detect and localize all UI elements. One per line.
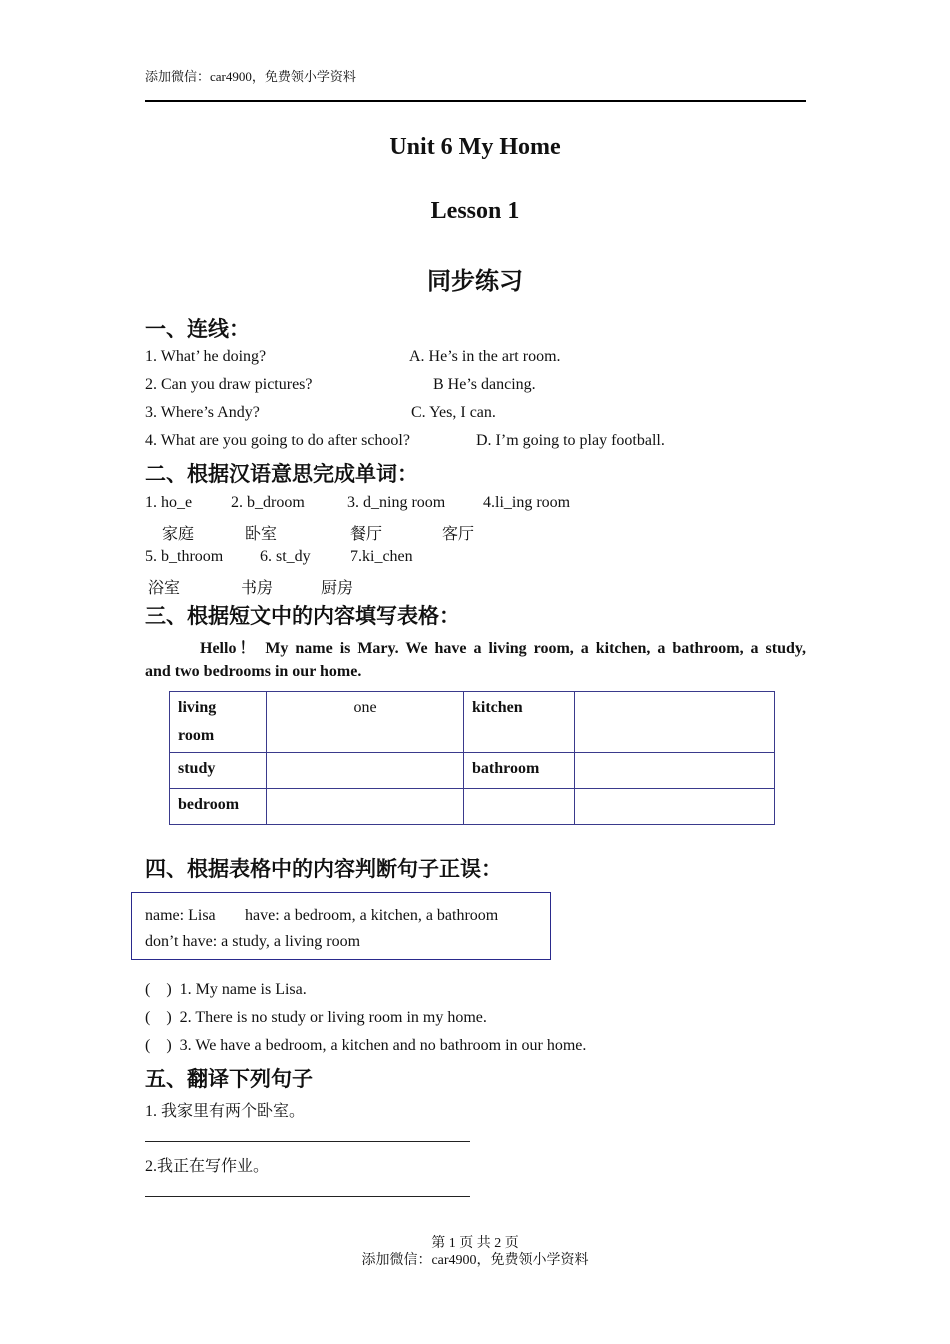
judge-item[interactable]: ( ) 3. We have a bedroom, a kitchen and no bathroom in our home. xyxy=(145,1037,587,1054)
table-cell[interactable] xyxy=(575,692,775,753)
word-meaning: 书房 xyxy=(241,580,274,597)
word-item: 7.ki_chen xyxy=(350,548,413,565)
fill-table xyxy=(169,691,775,825)
lesson-title: Lesson 1 xyxy=(430,198,520,224)
word-meaning: 客厅 xyxy=(442,526,475,543)
match-answer: A. He’s in the art room. xyxy=(409,348,561,365)
table-cell: bathroom xyxy=(464,753,575,789)
table-cell[interactable] xyxy=(464,789,575,825)
word-item: 2. b_droom xyxy=(231,494,305,511)
table-cell: study xyxy=(170,753,267,789)
answer-line[interactable] xyxy=(145,1196,470,1197)
table-cell: kitchen xyxy=(464,692,575,753)
cell-label: living xyxy=(178,699,217,716)
match-answer: D. I’m going to play football. xyxy=(476,432,665,449)
judge-item[interactable]: ( ) 1. My name is Lisa. xyxy=(145,981,307,998)
info-name: name: Lisa xyxy=(145,907,216,924)
match-answer: C. Yes, I can. xyxy=(411,404,496,421)
passage-line-2: and two bedrooms in our home. xyxy=(145,663,362,680)
unit-title: Unit 6 My Home xyxy=(389,134,561,160)
cell-label: room xyxy=(178,727,215,744)
header-note: 添加微信：car4900，免费领小学资料 xyxy=(145,69,356,84)
table-cell[interactable] xyxy=(267,789,464,825)
info-donthave: don’t have: a study, a living room xyxy=(145,933,361,950)
table-row xyxy=(170,753,775,789)
word-item: 6. st_dy xyxy=(260,548,311,565)
translate-item: 2.我正在写作业。 xyxy=(145,1158,270,1175)
table-row xyxy=(170,789,775,825)
practice-title: 同步练习 xyxy=(427,267,523,295)
section4-heading: 四、根据表格中的内容判断句子正误： xyxy=(145,857,502,881)
table-cell: one xyxy=(267,692,464,753)
word-meaning: 浴室 xyxy=(148,580,181,597)
match-answer: B He’s dancing. xyxy=(433,376,536,393)
word-item: 5. b_throom xyxy=(145,548,224,565)
table-cell[interactable] xyxy=(575,789,775,825)
match-question: 1. What’ he doing? xyxy=(145,348,267,365)
translate-item: 1. 我家里有两个卧室。 xyxy=(145,1103,306,1120)
footer-note: 添加微信：car4900，免费领小学资料 xyxy=(361,1253,589,1268)
header-rule xyxy=(145,100,806,102)
word-item: 4.li_ing room xyxy=(483,494,571,511)
word-item: 3. d_ning room xyxy=(347,494,446,511)
table-cell: bedroom xyxy=(170,789,267,825)
match-question: 3. Where’s Andy? xyxy=(145,404,260,421)
table-cell[interactable] xyxy=(575,753,775,789)
match-question: 2. Can you draw pictures? xyxy=(145,376,313,393)
judge-item[interactable]: ( ) 2. There is no study or living room in my home. xyxy=(145,1009,487,1026)
word-meaning: 家庭 xyxy=(162,526,195,543)
word-meaning: 餐厅 xyxy=(350,526,383,543)
passage-line-1: Hello！ My name is Mary. We have a living room, a kitchen, a bathroom, a study, xyxy=(200,640,806,657)
word-item: 1. ho_e xyxy=(145,494,193,511)
table-cell xyxy=(170,692,267,753)
section5-heading: 五、翻译下列句子 xyxy=(145,1067,313,1091)
table-row xyxy=(170,692,775,753)
page-number: 第 1 页 共 2 页 xyxy=(431,1236,519,1251)
match-question: 4. What are you going to do after school? xyxy=(145,432,410,449)
section3-heading: 三、根据短文中的内容填写表格： xyxy=(145,604,460,628)
word-meaning: 厨房 xyxy=(321,580,354,597)
section1-heading: 一、连线： xyxy=(145,317,250,341)
info-have: have: a bedroom, a kitchen, a bathroom xyxy=(245,907,499,924)
section2-heading: 二、根据汉语意思完成单词： xyxy=(145,462,418,486)
table-cell[interactable] xyxy=(267,753,464,789)
answer-line[interactable] xyxy=(145,1141,470,1142)
word-meaning: 卧室 xyxy=(245,526,278,543)
